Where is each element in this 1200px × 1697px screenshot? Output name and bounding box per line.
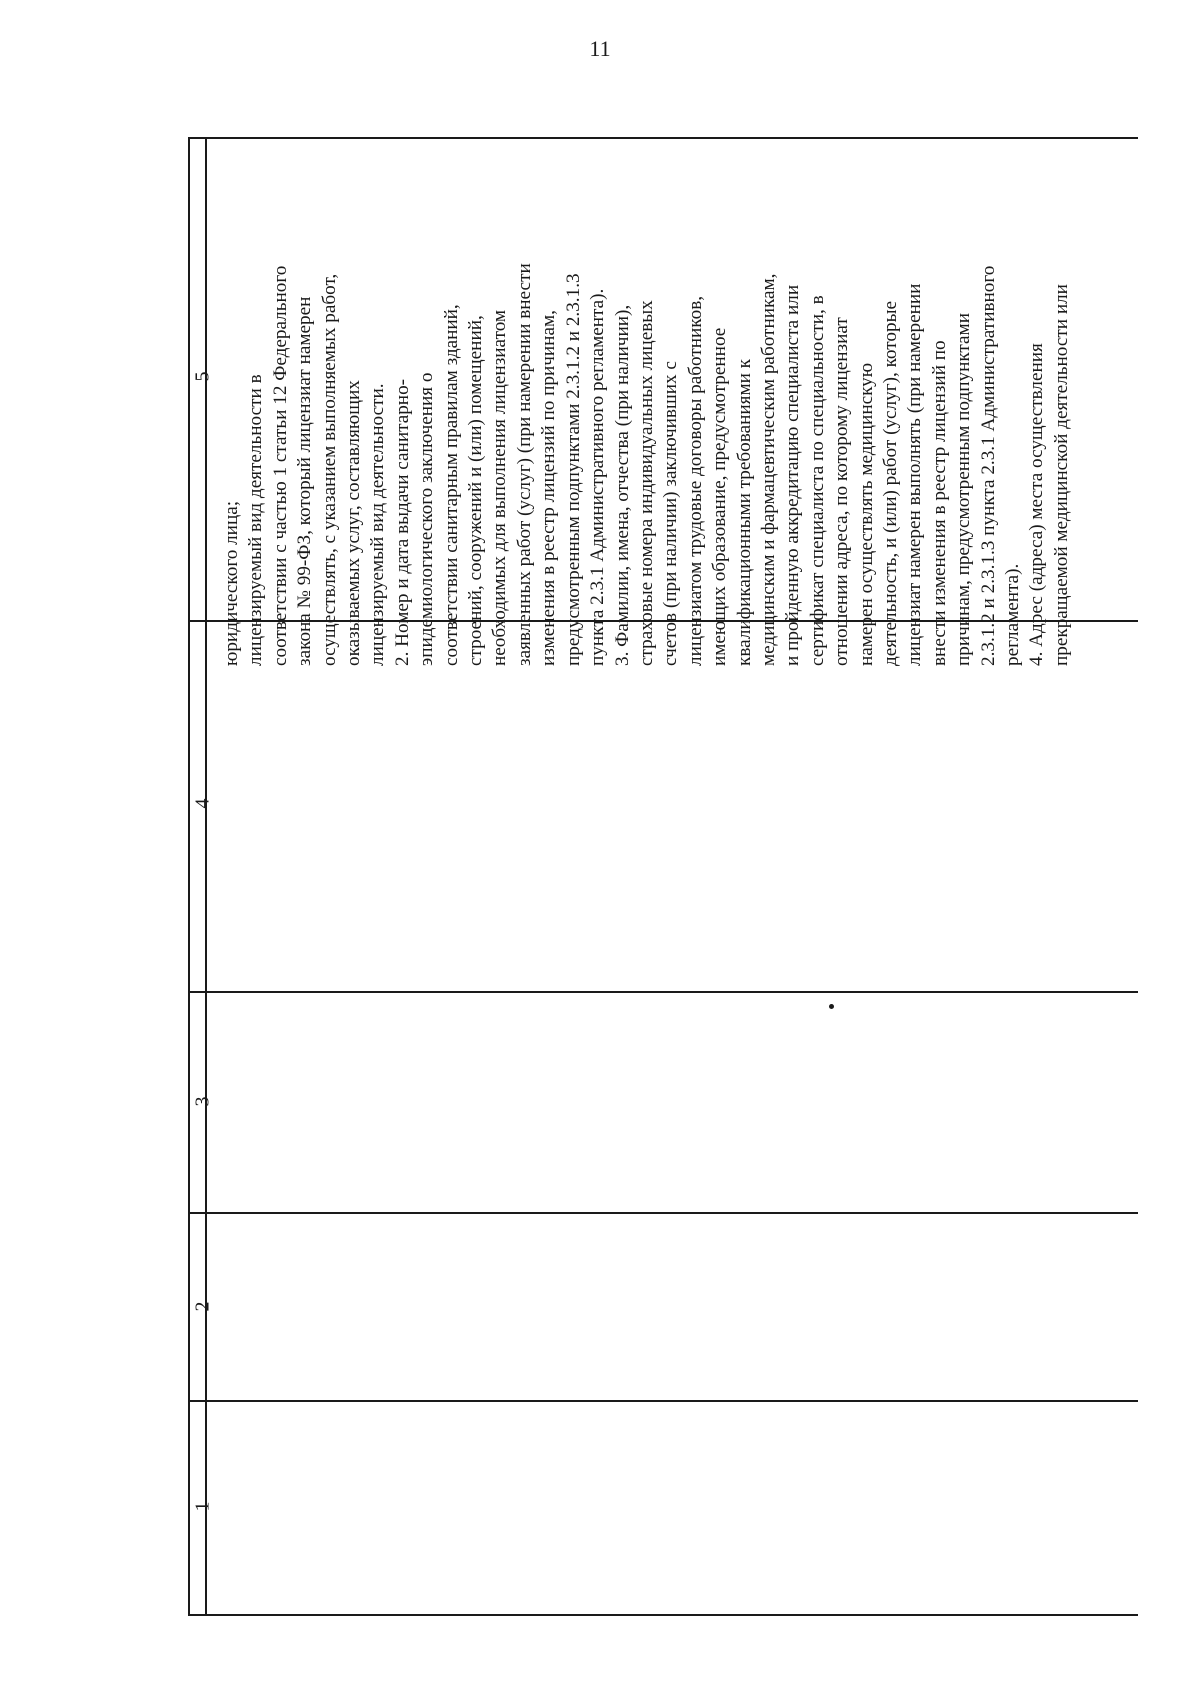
table-border-left [188,137,190,1614]
column5-line: лицензируемый вид деятельности в [245,374,267,666]
column5-line: оказываемых услуг, составляющих [343,380,365,666]
column5-text [218,137,1138,672]
column5-line: строений, сооружений и (или) помещений, [465,315,487,666]
column5-line: лицензиат намерен выполнять (при намерении [904,283,926,666]
column5-line: и пройденную аккредитацию специалиста или [782,284,804,666]
page-number: 11 [589,36,611,61]
stray-dot [829,1004,834,1009]
column5-line: медицинским и фармацевтическим работникам, [757,273,779,666]
column5-line: прекращаемой медицинской деятельности или [1050,284,1072,666]
column5-line: 4. Адрес (адреса) места осуществления [1026,343,1048,666]
column5-line: эпидемиологического заключения о [416,372,438,666]
column5-line: соответствии с частью 1 статьи 12 Федерального [269,265,291,666]
column-header-4: 4 [191,798,214,809]
header-divider [205,137,207,1614]
column5-line: сертификат специалиста по специальности, в [806,295,828,666]
column5-line: счетов (при наличии) заключивших с [660,361,682,666]
column5-line: причинам, предусмотренным подпунктами [953,313,975,666]
column5-line: заявленных работ (услуг) (при намерении внести [513,263,535,666]
column5-line: 2. Номер и дата выдачи санитарно- [391,378,413,666]
column-header-2: 2 [191,1301,214,1312]
column-boundary-3-2 [188,1212,1138,1214]
column5-line: пункта 2.3.1 Административного регламента). [587,288,609,666]
column5-line: намерен осуществлять медицинскую [855,362,877,666]
column-header-1: 1 [191,1501,214,1512]
column5-line: предусмотренным подпунктами 2.3.1.2 и 2.3.1.3 [562,273,584,666]
column5-line: квалификационными требованиями к [733,359,755,666]
column-boundary-4-3 [188,991,1138,993]
rotated-table [188,137,1138,1614]
column-boundary-2-1 [188,1400,1138,1402]
column5-line: страховые номера индивидуальных лицевых [635,300,657,666]
column5-line: 3. Фамилии, имена, отчества (при наличии), [611,304,633,666]
column5-line: отношении адреса, по которому лицензиат [831,317,853,666]
column5-line: осуществлять, с указанием выполняемых работ, [318,273,340,666]
column5-line: внести изменения в реестр лицензий по [928,340,950,666]
column5-line: юридического лица; [221,500,242,666]
column5-line: 2.3.1.2 и 2.3.1.3 пункта 2.3.1 Административного [977,265,999,666]
column5-line: необходимых для выполнения лицензиатом [489,309,511,666]
column5-line: имеющих образование, предусмотренное [709,327,731,666]
column5-line: соответствии санитарным правилам зданий, [440,304,462,666]
table-border-bottom [188,1614,1138,1616]
column5-line: лицензируемый вид деятельности. [367,383,389,666]
column5-cell [218,137,1138,672]
column5-line: деятельность, и (или) работ (услуг), которые [879,300,901,666]
column-header-3: 3 [191,1096,214,1107]
column5-line: изменения в реестр лицензий по причинам, [538,310,560,666]
column-header-5: 5 [191,371,214,382]
column5-line: закона № 99-ФЗ, который лицензиат намерен [294,296,316,666]
column5-line: лицензиатом трудовые договоры работников, [684,295,706,666]
column5-line: регламента). [1002,563,1023,666]
